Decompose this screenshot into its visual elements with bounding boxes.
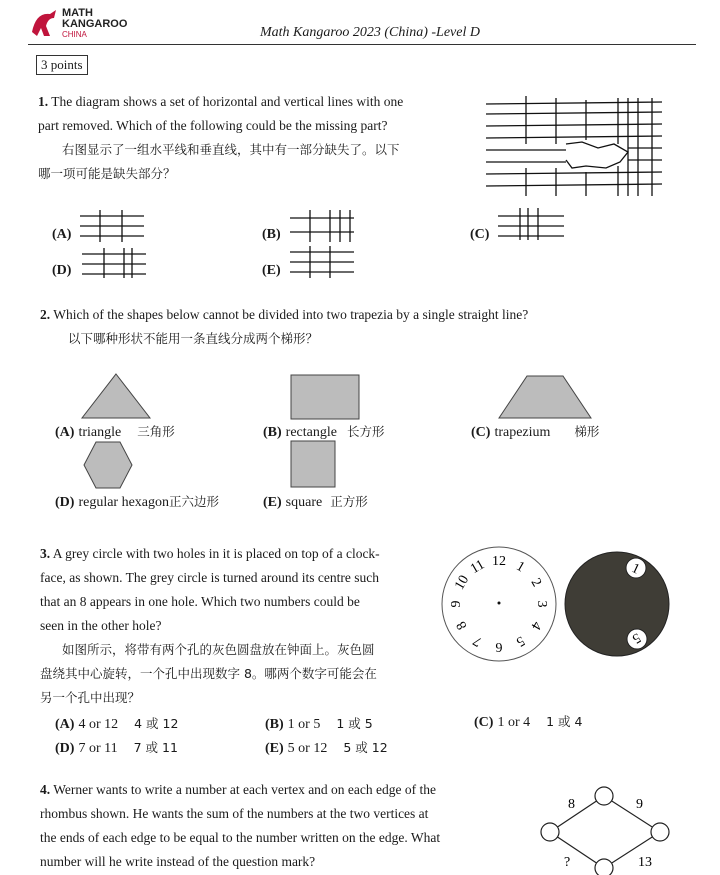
option-e-fragment[interactable] (288, 246, 356, 278)
option-letter: (B) (263, 425, 282, 440)
option-letter: (B) (265, 717, 284, 732)
option-e[interactable] (265, 738, 388, 757)
option-a-fragment[interactable] (78, 210, 146, 242)
question-text: part removed. Which of the following could be the missing part? (38, 118, 388, 133)
option-c[interactable] (474, 712, 582, 731)
question-text: the ends of each edge to be equal to the number written on the edge. What (40, 830, 441, 845)
option-text-cn: 4 或 12 (134, 716, 179, 731)
option-letter: (C) (471, 425, 491, 440)
option-text: regular hexagon (78, 495, 170, 510)
option-b[interactable] (263, 422, 384, 441)
question-text: face, as shown. The grey circle is turned around its centre such (40, 570, 380, 585)
question-text: seen in the other hole? (40, 618, 162, 633)
header-divider (28, 44, 696, 45)
logo-line1: MATH (62, 7, 93, 19)
option-d-label: (D) (52, 263, 72, 278)
question-text: The diagram shows a set of horizontal and vertical lines with one (51, 94, 404, 109)
trapezium-shape (497, 374, 593, 420)
question-text-cn: 另一个孔中出现？ (40, 690, 141, 705)
vertex-bottom (595, 859, 613, 875)
option-text: 1 or 4 (497, 715, 531, 730)
clock-number: 6 (495, 639, 503, 654)
option-d[interactable] (55, 738, 178, 757)
question-text: number will he write instead of the question mark? (40, 854, 316, 869)
vertex-top (595, 787, 613, 805)
option-b-fragment[interactable] (288, 210, 356, 242)
clock-face-diagram (440, 545, 558, 663)
question-text: rhombus shown. He wants the sum of the numbers at the two vertices at (40, 806, 429, 821)
option-a-label: (A) (52, 227, 72, 242)
option-text-cn: 7 或 11 (133, 740, 178, 755)
clock-center-dot (498, 602, 501, 605)
option-text-cn: 正六边形 (169, 494, 220, 509)
clock-number: 8 (453, 618, 471, 633)
option-c-label: (C) (470, 227, 490, 242)
question-text: Werner wants to write a number at each vertex and on each edge of the (53, 782, 437, 797)
option-a[interactable] (55, 422, 175, 441)
option-a[interactable] (55, 714, 178, 733)
vertex-left (541, 823, 559, 841)
grid-with-missing-part-diagram (486, 96, 666, 200)
option-text: 1 or 5 (287, 717, 321, 732)
option-letter: (E) (265, 741, 284, 756)
option-c-fragment[interactable] (496, 208, 566, 240)
option-text-cn: 1 或 4 (546, 714, 583, 729)
points-badge: 3 points (36, 55, 88, 75)
triangle-shape (80, 372, 152, 420)
option-d-fragment[interactable] (80, 248, 148, 278)
option-text: 4 or 12 (78, 717, 119, 732)
option-letter: (D) (55, 741, 75, 756)
rectangle-shape (290, 374, 360, 420)
question-text-cn: 以下哪种形状不能用一条直线分成两个梯形？ (68, 331, 319, 346)
grey-disc-diagram (563, 550, 671, 658)
option-c[interactable] (471, 422, 599, 441)
option-text: rectangle (285, 425, 337, 440)
option-text-cn: 正方形 (330, 494, 368, 509)
option-text-cn: 长方形 (346, 424, 385, 439)
clock-number: 4 (527, 618, 545, 633)
option-text-cn: 1 或 5 (336, 716, 373, 731)
clock-number: 5 (513, 632, 528, 650)
option-e[interactable] (263, 492, 368, 511)
option-b[interactable] (265, 714, 373, 733)
option-text-cn: 5 或 12 (343, 740, 388, 755)
disc-hole-2-number: 5 (629, 629, 644, 646)
option-letter: (A) (55, 425, 75, 440)
question-1 (38, 90, 478, 186)
clock-number: 12 (492, 554, 506, 569)
question-number: 4. (40, 782, 51, 797)
question-text: Which of the shapes below cannot be divided into two trapezia by a single straight line? (53, 307, 529, 322)
option-text: trapezium (494, 425, 551, 440)
edge-label-top-right: 9 (636, 797, 643, 812)
page-title: Math Kangaroo 2023 (China) -Level D (260, 25, 480, 40)
rhombus-diagram (536, 786, 676, 875)
disc-hole-1-number: 1 (629, 561, 642, 578)
clock-number: 9 (449, 600, 464, 608)
logo-line2: KANGAROO (62, 18, 128, 30)
kangaroo-logo-icon (28, 6, 60, 40)
option-d[interactable] (55, 492, 219, 511)
edge-label-bottom-right: 13 (638, 855, 652, 870)
option-text: square (285, 495, 323, 510)
question-number: 3. (40, 546, 51, 561)
clock-number: 3 (534, 600, 549, 608)
question-text: A grey circle with two holes in it is placed on top of a clock- (52, 546, 380, 561)
question-4 (40, 778, 520, 874)
vertex-right (651, 823, 669, 841)
option-letter: (A) (55, 717, 75, 732)
option-text-cn: 三角形 (137, 424, 175, 439)
option-e-label: (E) (262, 263, 281, 278)
question-text-cn: 盘绕其中心旋转，一个孔中出现数字 8。哪两个数字可能会在 (40, 666, 377, 681)
question-text-cn: 如图所示，将带有两个孔的灰色圆盘放在钟面上。灰色圆 (62, 642, 375, 657)
question-text: that an 8 appears in one hole. Which two numbers could be (40, 594, 360, 609)
question-3 (40, 542, 432, 710)
option-letter: (E) (263, 495, 282, 510)
question-text-cn: 右图显示了一组水平线和垂直线，其中有一部分缺失了。以下 (62, 142, 400, 157)
option-letter: (C) (474, 715, 494, 730)
option-b-label: (B) (262, 227, 281, 242)
option-text-cn: 梯形 (574, 424, 600, 439)
question-text-cn: 哪一项可能是缺失部分？ (38, 166, 176, 181)
logo-line3: CHINA (62, 30, 87, 39)
question-2 (40, 303, 680, 351)
square-shape (290, 440, 336, 488)
clock-number: 1 (513, 558, 528, 576)
option-text: 5 or 12 (287, 741, 328, 756)
option-text: triangle (78, 425, 122, 440)
clock-number: 11 (468, 557, 488, 578)
clock-number: 7 (470, 632, 485, 650)
question-number: 2. (40, 307, 51, 322)
math-kangaroo-logo (28, 6, 138, 40)
clock-number: 2 (527, 575, 545, 590)
edge-label-bottom-left: ? (564, 855, 571, 870)
option-letter: (D) (55, 495, 75, 510)
edge-label-top-left: 8 (568, 797, 575, 812)
question-number: 1. (38, 94, 49, 109)
option-text: 7 or 11 (78, 741, 118, 756)
hexagon-shape (82, 440, 134, 490)
clock-number: 10 (452, 572, 473, 593)
